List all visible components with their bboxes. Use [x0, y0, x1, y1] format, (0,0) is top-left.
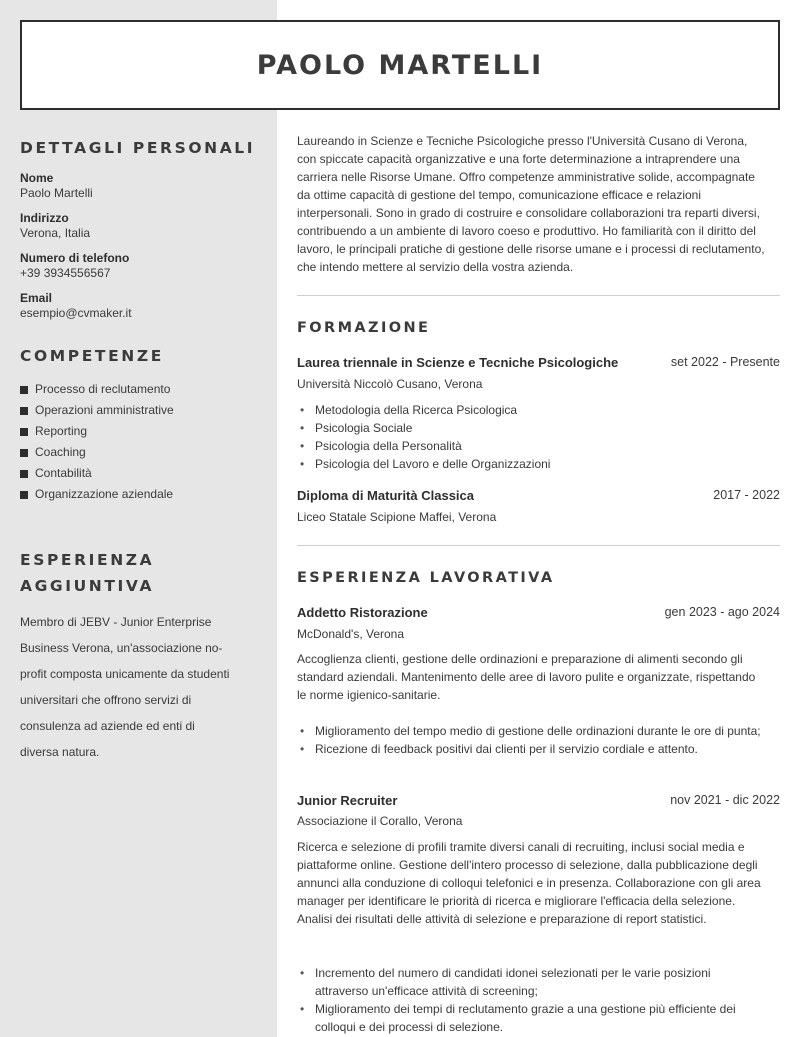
- detail-label-name: Nome: [20, 171, 54, 185]
- name-header: [20, 20, 780, 110]
- full-name: PAOLO MARTELLI: [256, 49, 544, 81]
- job-achievements: [297, 964, 767, 1036]
- skill-item: [20, 379, 260, 400]
- skill-label: Contabilità: [35, 466, 92, 480]
- course-item: • Psicologia Sociale: [297, 419, 767, 437]
- skill-item: [20, 463, 260, 484]
- skills-title: COMPETENZE: [20, 347, 164, 365]
- divider: [297, 545, 780, 546]
- square-bullet-icon: [20, 449, 28, 457]
- diploma-title: Diploma di Maturità Classica: [297, 488, 474, 503]
- detail-label-phone: Numero di telefono: [20, 251, 130, 265]
- detail-value-phone: +39 3934556567: [20, 266, 111, 280]
- details-title: DETTAGLI PERSONALI: [20, 139, 256, 157]
- skill-label: Organizzazione aziendale: [35, 487, 174, 501]
- profile-summary: Laureando in Scienze e Tecniche Psicologiche presso l'Università Cusano di Verona, con spiccate capacità organizzative e una forte determinazione a intraprendere una carriera nelle Risorse Umane. Offro competenze amministrative solide, accompagnate da ottime capacità di gestione del tempo, comunicazione efficace e relazioni interpersonali. Sono in grado di costruire e consolidare collaborazioni tra reparti diversi, contribuendo a un ambiente di lavoro coeso e produttivo. Ho familiarità con il diritto del lavoro, le principali pratiche di gestione delle risorse umane e i processi di reclutamento, che intendo mettere al servizio della vostra azienda.: [297, 134, 765, 274]
- diploma-institution: Liceo Statale Scipione Maffei, Verona: [297, 510, 497, 524]
- extra-title-line1: ESPERIENZA: [20, 551, 155, 569]
- skill-item: [20, 442, 260, 463]
- square-bullet-icon: [20, 470, 28, 478]
- skill-label: Reporting: [35, 424, 88, 438]
- education-entry-header: [297, 355, 780, 370]
- extra-title-line2: AGGIUNTIVA: [20, 577, 155, 595]
- education-title: FORMAZIONE: [297, 320, 431, 336]
- skill-label: Coaching: [35, 445, 86, 459]
- degree-courses: [297, 401, 767, 473]
- personal-details: [20, 171, 260, 321]
- detail-value-email: esempio@cvmaker.it: [20, 306, 132, 320]
- detail-label-address: Indirizzo: [20, 211, 69, 225]
- diploma-date: 2017 - 2022: [713, 488, 780, 502]
- detail-label-email: Email: [20, 291, 53, 305]
- sidebar-content: [20, 135, 260, 765]
- degree-date: set 2022 - Presente: [670, 355, 780, 369]
- skill-item: [20, 421, 260, 442]
- square-bullet-icon: [20, 491, 28, 499]
- square-bullet-icon: [20, 407, 28, 415]
- divider: [297, 295, 780, 296]
- degree-institution: Università Niccolò Cusano, Verona: [297, 377, 483, 391]
- course-item: • Psicologia della Personalità: [297, 437, 767, 455]
- achievement-item: • Miglioramento dei tempi di reclutamento grazie a una gestione più efficiente dei colloqui e dei processi di selezione.: [297, 1000, 767, 1036]
- job-company: Associazione il Corallo, Verona: [297, 814, 463, 828]
- square-bullet-icon: [20, 386, 28, 394]
- square-bullet-icon: [20, 428, 28, 436]
- skill-label: Processo di reclutamento: [35, 382, 171, 396]
- degree-title: Laurea triennale in Scienze e Tecniche Psicologiche: [297, 355, 619, 370]
- job-entry-header: [297, 605, 780, 620]
- job-title: Junior Recruiter: [297, 793, 398, 808]
- job-entry-header: [297, 793, 780, 808]
- job-description: Accoglienza clienti, gestione delle ordinazioni e preparazione di alimenti secondo gli standard aziendali. Mantenimento delle aree di lavoro pulite e organizzate, rispettando le norme igienico-sanitarie.: [297, 652, 756, 702]
- course-item: • Psicologia del Lavoro e delle Organizzazioni: [297, 455, 767, 473]
- job-date: nov 2021 - dic 2022: [670, 793, 780, 807]
- experience-title: ESPERIENZA LAVORATIVA: [297, 570, 555, 586]
- job-title: Addetto Ristorazione: [297, 605, 428, 620]
- course-item: • Metodologia della Ricerca Psicologica: [297, 401, 767, 419]
- skills-list: [20, 379, 260, 505]
- job-description: Ricerca e selezione di profili tramite diversi canali di recruiting, inclusi social media e piattaforme online. Gestione dell'intero processo di selezione, dalla pubblicazione degli annunci alla conduzione di colloqui telefonici e in presenza. Collaborazione con gli area manager per identificare le priorità di ricerca e migliorare l'efficacia della selezione. Analisi dei risultati delle attività di selezione e preparazione di report statistici.: [297, 840, 761, 926]
- extra-experience-title: [20, 547, 260, 599]
- achievement-item: • Miglioramento del tempo medio di gestione delle ordinazioni durante le ore di punta;: [297, 722, 767, 740]
- skill-item: [20, 484, 260, 505]
- skill-label: Operazioni amministrative: [35, 403, 174, 417]
- job-company: McDonald's, Verona: [297, 627, 405, 641]
- job-date: gen 2023 - ago 2024: [664, 605, 780, 619]
- education-entry-header: [297, 488, 780, 503]
- skill-item: [20, 400, 260, 421]
- achievement-item: • Incremento del numero di candidati idonei selezionati per le varie posizioni attraverso un'efficace attività di screening;: [297, 964, 767, 1000]
- extra-experience-text: Membro di JEBV - Junior Enterprise Business Verona, un'associazione no-profit composta unicamente da studenti universitari che offrono servizi di consulenza ad aziende ed enti di diversa natura.: [20, 615, 230, 759]
- job-achievements: [297, 722, 767, 758]
- detail-value-address: Verona, Italia: [20, 226, 91, 240]
- achievement-item: • Ricezione di feedback positivi dai clienti per il servizio cordiale e attento.: [297, 740, 767, 758]
- detail-value-name: Paolo Martelli: [20, 186, 93, 200]
